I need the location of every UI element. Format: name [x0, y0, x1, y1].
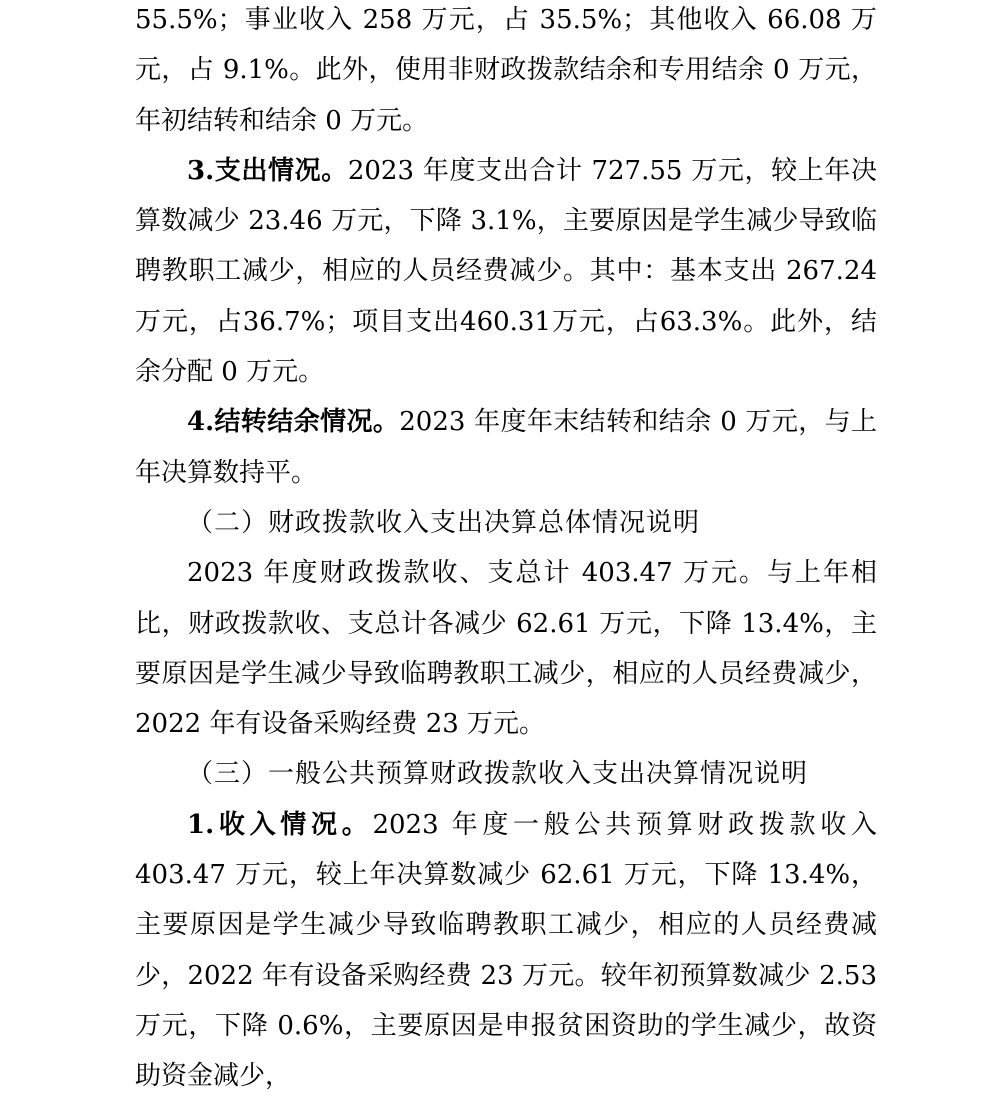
- paragraph-lead: 1.收入情况。: [187, 809, 373, 840]
- paragraph-text: 2023 年度支出合计 727.55 万元，较上年决算数减少 23.46 万元，下降 3.1%，主要原因是学生减少导致临聘教职工减少，相应的人员经费减少。其中：基本支出 267.24 万元，占36.7%；项目支出460.31万元，占63.3%。此外，结余分配 0 万元。: [135, 155, 877, 388]
- fiscal-total-paragraph: [135, 548, 877, 749]
- general-budget-income-paragraph: [135, 800, 877, 1102]
- paragraph-lead: 3.支出情况。: [187, 155, 348, 186]
- paragraph-text: 2023 年度一般公共预算财政拨款收入 403.47 万元，较上年决算数减少 62.61 万元，下降 13.4%，主要原因是学生减少导致临聘教职工减少，相应的人员经费减少，2022 年有设备采购经费 23 万元。较年初预算数减少 2.53 万元，下降 0.6%，主要原因是申报贫困资助的学生减少，故资助资金减少，: [135, 809, 877, 1092]
- section-heading-3: （三）一般公共预算财政拨款收入支出决算情况说明: [187, 759, 809, 790]
- paragraph-text: 55.5%；事业收入 258 万元，占 35.5%；其他收入 66.08 万元，占 9.1%。此外，使用非财政拨款结余和专用结余 0 万元，年初结转和结余 0 万元。: [135, 5, 877, 136]
- expenditure-paragraph: [135, 146, 877, 397]
- paragraph-text: 2023 年度财政拨款收、支总计 403.47 万元。与上年相比，财政拨款收、支总计各减少 62.61 万元，下降 13.4%，主要原因是学生减少导致临聘教职工减少，相应的人员经费减少，2022 年有设备采购经费 23 万元。: [135, 558, 877, 740]
- document-page: [135, 0, 877, 1102]
- carryover-paragraph: [135, 397, 877, 498]
- paragraph-lead: 4.结转结余情况。: [187, 407, 400, 438]
- section-heading-2: （二）财政拨款收入支出决算总体情况说明: [187, 507, 701, 538]
- paragraph-text: 2023 年度年末结转和结余 0 万元，与上年决算数持平。: [135, 407, 877, 488]
- income-continuation-paragraph: [135, 0, 877, 146]
